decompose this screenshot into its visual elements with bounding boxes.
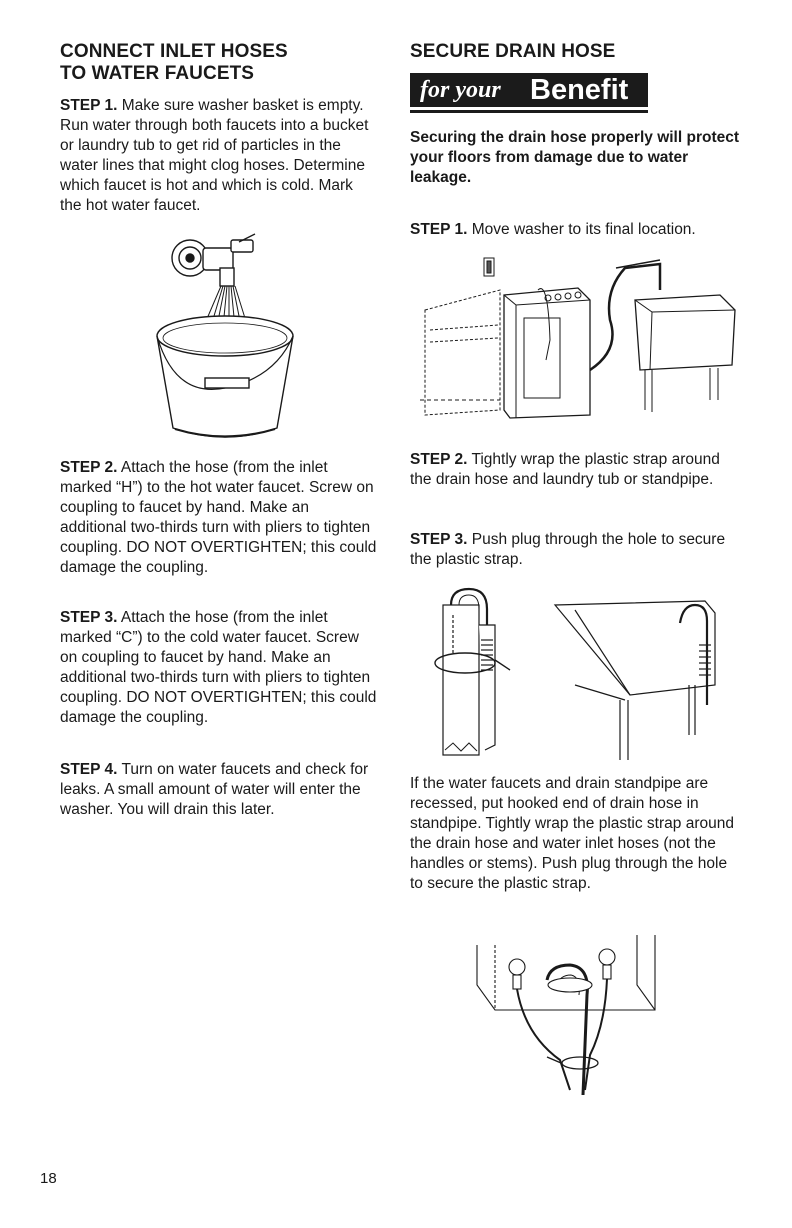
washer-icon xyxy=(504,288,590,418)
left-step4-paragraph xyxy=(60,760,378,820)
right-step3-text: Push plug through the hole to secure the plastic strap. xyxy=(410,531,726,568)
standpipe-icon xyxy=(435,589,510,755)
right-step2-paragraph xyxy=(410,450,740,490)
right-step1-text: Move washer to its final location. xyxy=(467,221,696,238)
for-your-benefit-banner xyxy=(410,73,650,113)
bucket-icon xyxy=(157,316,293,437)
left-step4-text: Turn on water faucets and check for leaks. A small amount of water will enter the washer. You will drain this later. xyxy=(60,761,369,818)
left-step3-label: STEP 3. xyxy=(60,609,118,626)
faucet-bucket-illustration xyxy=(135,228,315,443)
left-step4-label: STEP 4. xyxy=(60,761,118,778)
benefit-description: Securing the drain hose properly will protect your floors from damage due to water leakage. xyxy=(410,129,740,186)
left-step2-text: Attach the hose (from the inlet marked “H”) to the hot water faucet. Screw on coupling to faucet by hand. Make an additional two-thirds turn with pliers to tighten coupling. DO NOT OVERTIGHTEN; this could damage the coupling. xyxy=(60,459,377,576)
left-step1-text: Make sure washer basket is empty. Run water through both faucets into a bucket or laundry tub to get rid of particles in the water lines that might clog hoses. Determine which faucet is hot and which is cold. Mark the hot water faucet. xyxy=(60,97,369,214)
faucet-icon xyxy=(172,234,255,286)
laundry-tub-icon xyxy=(635,295,735,412)
left-step1-paragraph xyxy=(60,96,378,216)
heading-connect-inlet-line2: TO WATER FAUCETS xyxy=(60,63,255,84)
left-step3-text: Attach the hose (from the inlet marked “C”) to the cold water faucet. Screw on coupling to faucet by hand. Make an additional two-thirds turn with pliers to tighten coupling. DO NOT OVERTIGHTEN; this could damage the coupling. xyxy=(60,609,377,726)
right-step2-label: STEP 2. xyxy=(410,451,468,468)
heading-secure-drain-hose: SECURE DRAIN HOSE xyxy=(410,41,616,62)
benefit-banner-underline xyxy=(410,110,648,113)
right-step1-label: STEP 1. xyxy=(410,221,468,238)
recessed-faucet-paragraph: If the water faucets and drain standpipe are recessed, put hooked end of drain hose in standpipe. Tightly wrap the plastic strap around the drain hose and water inlet hoses (not the handles or stems). Push plug through the hole to secure the plastic strap. xyxy=(410,775,734,892)
left-step1-label: STEP 1. xyxy=(60,97,118,114)
right-step3-paragraph xyxy=(410,530,740,570)
benefit-prefix: for your xyxy=(420,77,501,103)
strap-illustration xyxy=(425,585,725,760)
benefit-word: Benefit xyxy=(530,74,629,106)
laundry-tub-corner-icon xyxy=(555,601,715,760)
recessed-faucet-illustration xyxy=(465,925,665,1100)
page-number: 18 xyxy=(40,1170,57,1187)
right-step3-label: STEP 3. xyxy=(410,531,468,548)
left-step2-paragraph xyxy=(60,458,378,578)
right-step1-paragraph xyxy=(410,220,740,240)
heading-connect-inlet-line1: CONNECT INLET HOSES xyxy=(60,41,288,62)
left-step2-label: STEP 2. xyxy=(60,459,118,476)
right-step2-text: Tightly wrap the plastic strap around the drain hose and laundry tub or standpipe. xyxy=(410,451,720,488)
left-step3-paragraph xyxy=(60,608,378,728)
washer-tub-illustration xyxy=(420,250,740,425)
